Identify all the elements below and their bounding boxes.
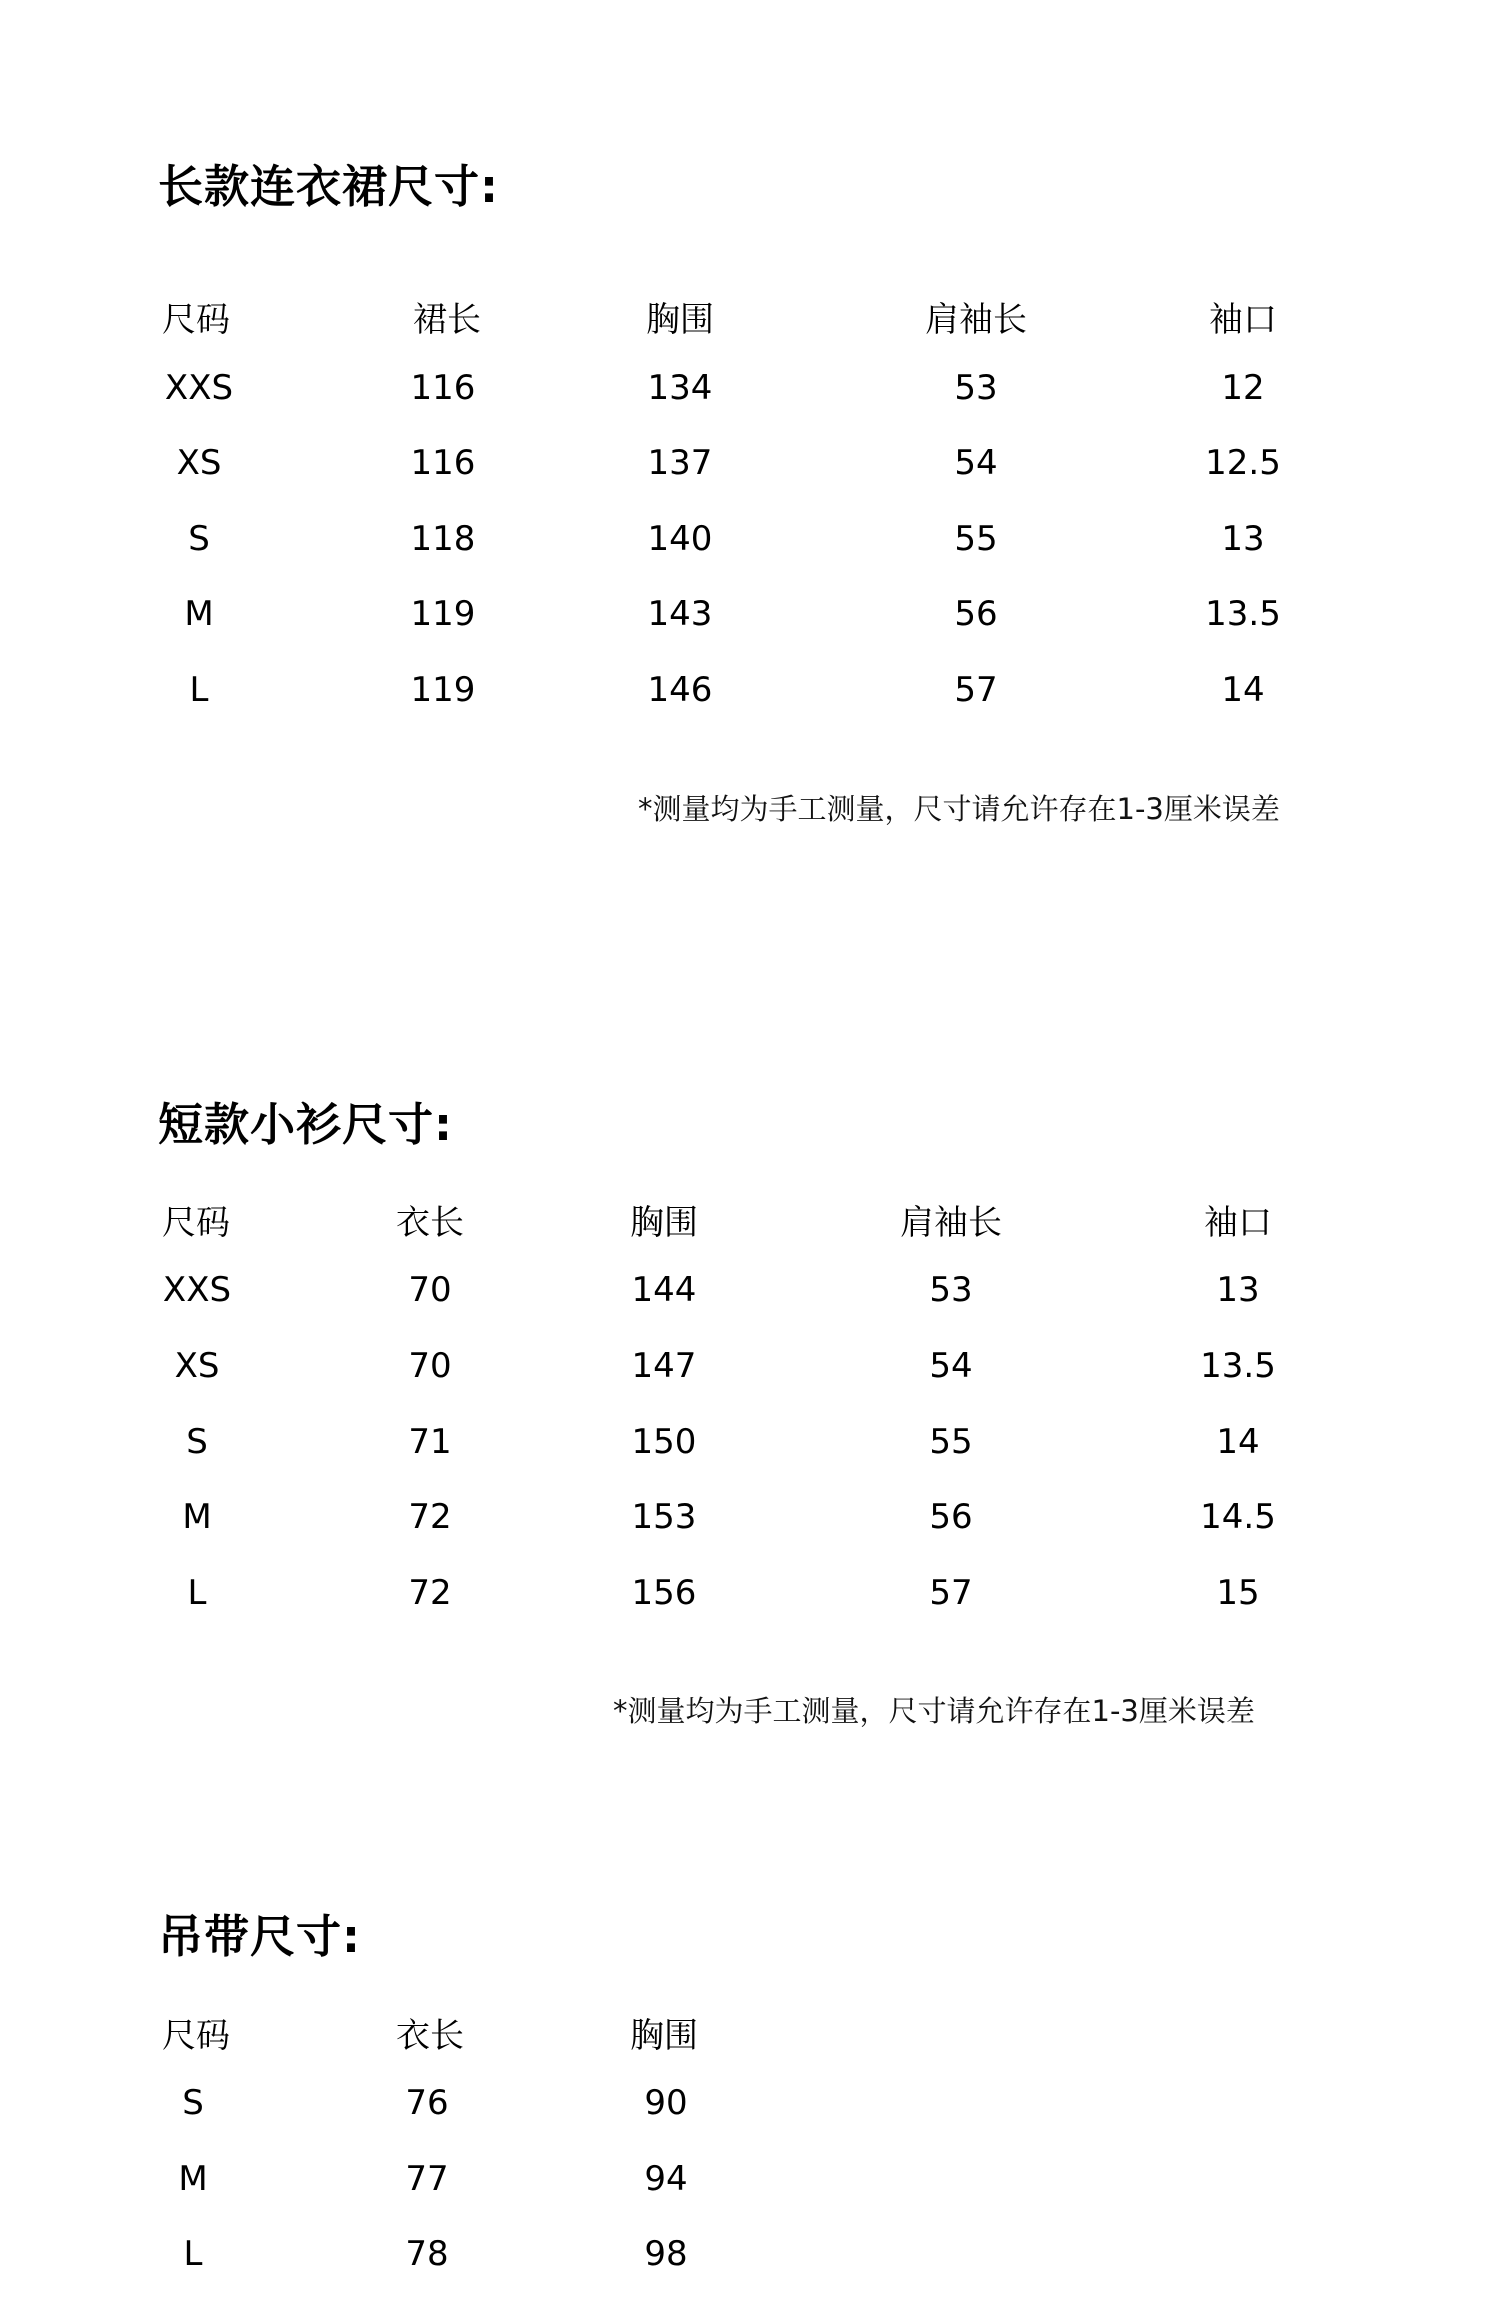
cell-bust: 150 [631,1422,697,1462]
cell-size: M [182,1497,212,1537]
cell-cuff: 14.5 [1200,1497,1276,1537]
cell-bust: 144 [631,1270,697,1310]
cell-bust: 94 [644,2159,688,2199]
cell-size: M [184,594,214,634]
cell-cuff: 13 [1221,519,1265,559]
cell-shoulder-sleeve: 53 [929,1270,973,1310]
cell-length: 118 [410,519,476,559]
cell-shoulder-sleeve: 55 [954,519,998,559]
cell-bust: 134 [647,368,713,408]
cell-shoulder-sleeve: 56 [929,1497,973,1537]
cell-bust: 156 [631,1573,697,1613]
cell-size: M [178,2159,208,2199]
header-size: 尺码 [162,1203,230,1243]
cell-bust: 140 [647,519,713,559]
cell-cuff: 12 [1221,368,1265,408]
cell-shoulder-sleeve: 55 [929,1422,973,1462]
header-size: 尺码 [162,300,230,340]
cell-length: 77 [405,2159,449,2199]
cell-bust: 98 [644,2234,688,2274]
cell-bust: 137 [647,443,713,483]
section-title: 短款小衫尺寸: [158,1098,453,1151]
cell-bust: 153 [631,1497,697,1537]
cell-shoulder-sleeve: 57 [954,670,998,710]
cell-length: 72 [408,1573,452,1613]
cell-length: 71 [408,1422,452,1462]
cell-size: L [189,670,209,710]
header-bust: 胸围 [646,300,714,340]
cell-cuff: 13.5 [1205,594,1281,634]
cell-cuff: 13.5 [1200,1346,1276,1386]
measurement-note: *测量均为手工测量，尺寸请允许存在1-3厘米误差 [638,792,1280,826]
header-cuff: 袖口 [1209,300,1277,340]
cell-shoulder-sleeve: 57 [929,1573,973,1613]
cell-size: XXS [164,368,234,408]
cell-shoulder-sleeve: 56 [954,594,998,634]
cell-size: XS [176,443,222,483]
cell-length: 70 [408,1346,452,1386]
header-length: 裙长 [413,300,481,340]
cell-length: 119 [410,670,476,710]
cell-size: L [183,2234,203,2274]
cell-cuff: 14 [1221,670,1265,710]
cell-bust: 146 [647,670,713,710]
header-length: 衣长 [396,1203,464,1243]
cell-length: 72 [408,1497,452,1537]
header-bust: 胸围 [630,1203,698,1243]
cell-length: 76 [405,2083,449,2123]
cell-cuff: 13 [1216,1270,1260,1310]
header-size: 尺码 [162,2016,230,2056]
cell-size: S [186,1422,208,1462]
header-length: 衣长 [396,2016,464,2056]
header-cuff: 袖口 [1204,1203,1272,1243]
cell-size: XXS [162,1270,232,1310]
cell-shoulder-sleeve: 54 [929,1346,973,1386]
cell-bust: 90 [644,2083,688,2123]
cell-cuff: 14 [1216,1422,1260,1462]
measurement-note: *测量均为手工测量，尺寸请允许存在1-3厘米误差 [613,1694,1255,1728]
header-shoulder-sleeve: 肩袖长 [900,1203,1002,1243]
header-bust: 胸围 [630,2016,698,2056]
cell-size: S [188,519,210,559]
cell-size: XS [174,1346,220,1386]
cell-size: S [182,2083,204,2123]
cell-length: 70 [408,1270,452,1310]
cell-bust: 147 [631,1346,697,1386]
cell-length: 116 [410,443,476,483]
cell-shoulder-sleeve: 53 [954,368,998,408]
section-title: 长款连衣裙尺寸: [158,160,499,213]
cell-bust: 143 [647,594,713,634]
cell-length: 116 [410,368,476,408]
cell-length: 78 [405,2234,449,2274]
cell-size: L [187,1573,207,1613]
cell-length: 119 [410,594,476,634]
header-shoulder-sleeve: 肩袖长 [925,300,1027,340]
cell-shoulder-sleeve: 54 [954,443,998,483]
section-title: 吊带尺寸: [158,1910,361,1963]
cell-cuff: 12.5 [1205,443,1281,483]
cell-cuff: 15 [1216,1573,1260,1613]
